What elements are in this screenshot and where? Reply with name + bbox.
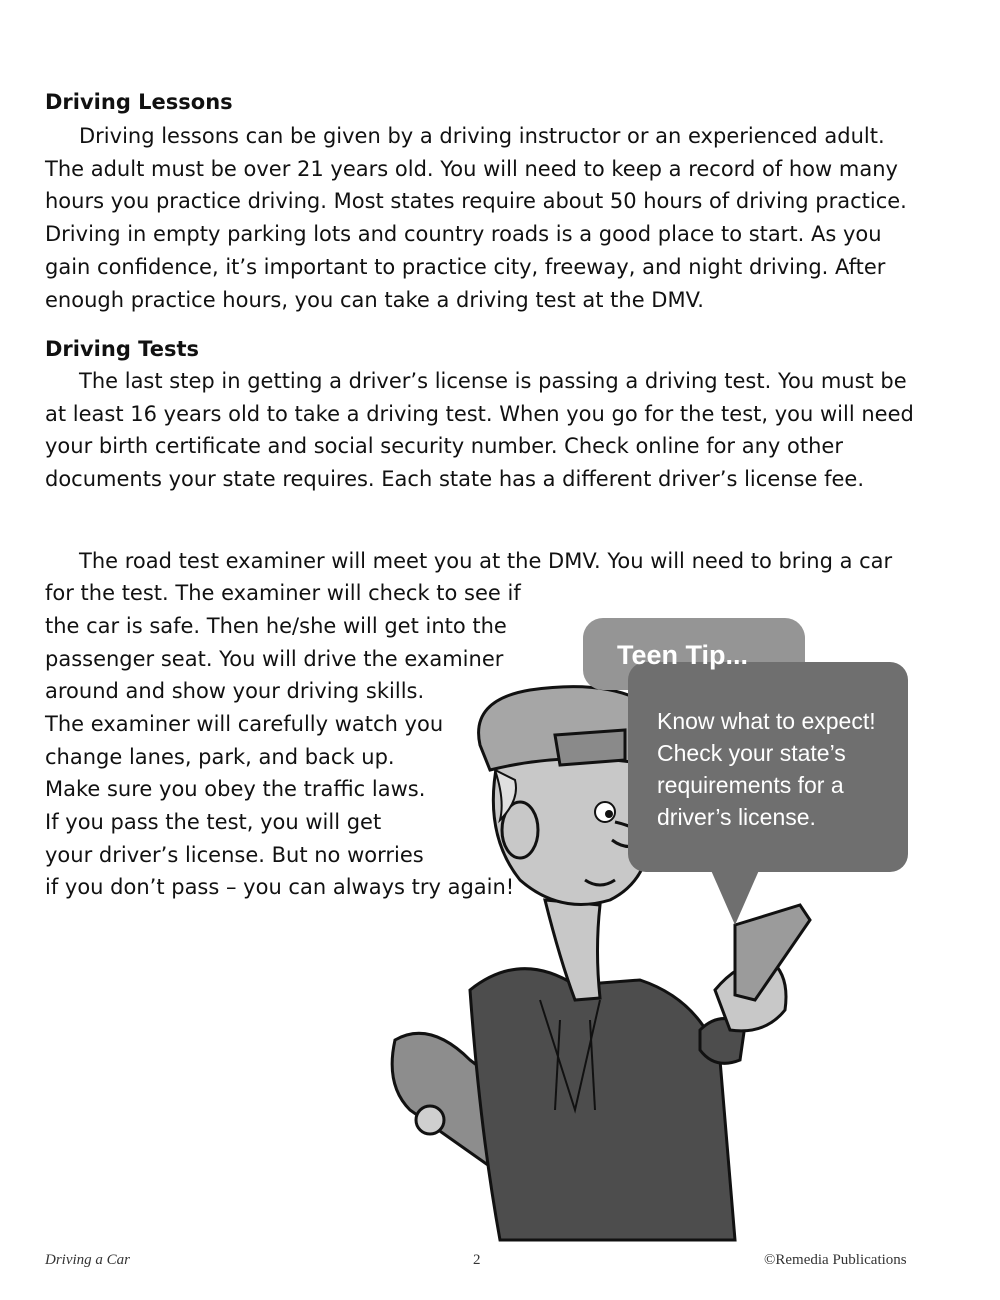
road-test-line: for the test. The examiner will check to see if [45,581,521,605]
teen-tip-body: Know what to expect! Check your state’s requirements for a driver’s license. [657,708,876,830]
road-test-line: around and show your driving skills. [45,679,425,703]
road-test-line: The examiner will carefully watch you [45,712,444,736]
road-test-line: Make sure you obey the traffic laws. [45,777,426,801]
road-test-line: if you don’t pass – you can always try again! [45,875,515,899]
page-number: 2 [473,1252,481,1268]
section-heading-lessons: Driving Lessons [45,90,233,114]
road-test-line: change lanes, park, and back up. [45,745,395,769]
section-heading-tests: Driving Tests [45,337,199,361]
road-test-line: passenger seat. You will drive the examiner [45,647,504,671]
road-test-line: your driver’s license. But no worries [45,843,424,867]
paragraph-tests: The last step in getting a driver’s license is passing a driving test. You must be at least 16 years old to take a driving test. When you go for the test, you will need your birth certificate and social security number. Check online for any other documents your state requires. Each state has a different driver’s license fee. [45,369,914,492]
footer-title: Driving a Car [45,1252,131,1268]
road-test-line: the car is safe. Then he/she will get into the [45,614,507,638]
teen-tip-title: Teen Tip... [617,640,749,670]
copyright: ©Remedia Publications [764,1252,907,1268]
speech-bubble-tail-shape [710,868,760,925]
road-test-line: The road test examiner will meet you at the DMV. You will need to bring a car [79,549,893,573]
road-test-line: If you pass the test, you will get [45,810,382,834]
paragraph-lessons: Driving lessons can be given by a driving instructor or an experienced adult. The adult must be over 21 years old. You will need to keep a record of how many hours you practice driving. Most states require about 50 hours of driving practice. Driving in empty parking lots and country roads is a good place to start. As you gain confidence, it’s important to practice city, freeway, and night driving. After enough practice hours, you can take a driving test at the DMV. [45,124,907,312]
